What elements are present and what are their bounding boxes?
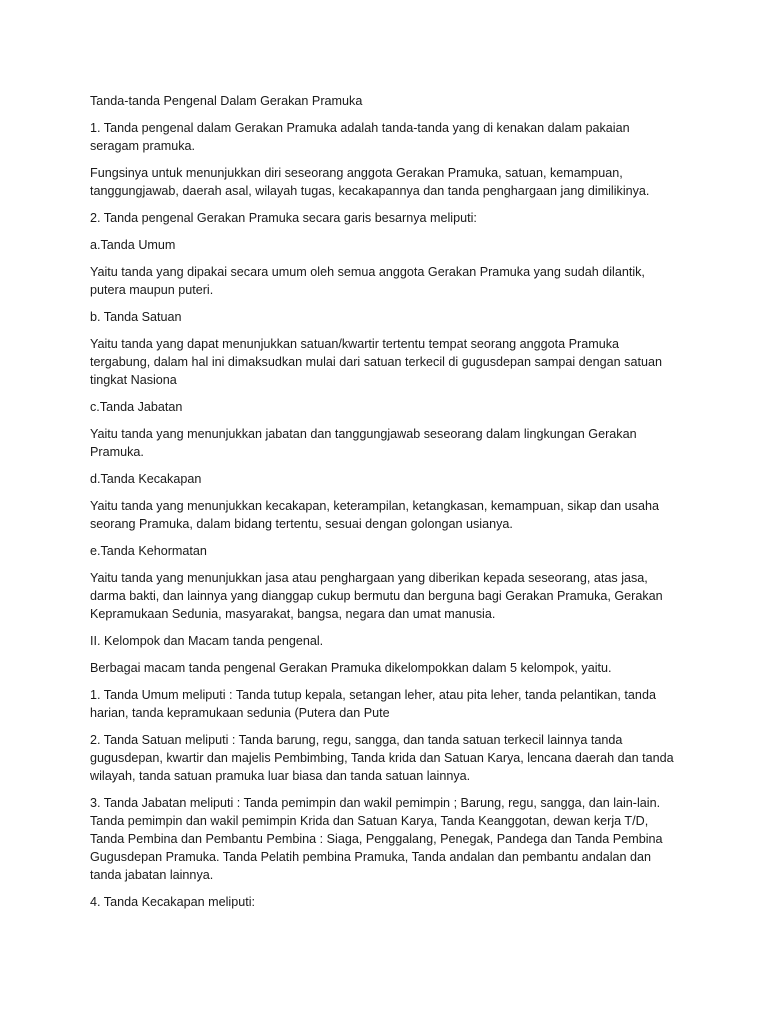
list-item: 4. Tanda Kecakapan meliputi:	[90, 895, 255, 909]
section-heading: d.Tanda Kecakapan	[90, 472, 202, 486]
list-item: 3. Tanda Jabatan meliputi : Tanda pemimpin dan wakil pemimpin ; Barung, regu, sangga, dan lain-lain. Tanda pemimpin dan wakil pemimpin Krida dan Satuan Karya, Tanda Keanggotan, dewan kerja T/D, Tanda Pembina dan Pembantu Pembina : Siaga, Penggalang, Penegak, Pandega dan Tanda Pembina Gugusdepan Pramuka. Tanda Pelatih pembina Pramuka, Tanda andalan dan pembantu andalan dan tanda jabatan lainnya.	[90, 796, 663, 882]
paragraph: Yaitu tanda yang dipakai secara umum oleh semua anggota Gerakan Pramuka yang sudah dilantik, putera maupun puteri.	[90, 265, 645, 297]
paragraph: Berbagai macam tanda pengenal Gerakan Pramuka dikelompokkan dalam 5 kelompok, yaitu.	[90, 661, 612, 675]
paragraph: Yaitu tanda yang menunjukkan jasa atau penghargaan yang diberikan kepada seseorang, atas jasa, darma bakti, dan lainnya yang dianggap cukup bermutu dan berguna bagi Gerakan Pramuka, Gerakan Kepramukaan Sedunia, masyarakat, bangsa, negara dan umat manusia.	[90, 571, 663, 621]
list-item: 2. Tanda Satuan meliputi : Tanda barung, regu, sangga, dan tanda satuan terkecil lainnya tanda gugusdepan, kwartir dan majelis Pembimbing, Tanda krida dan Satuan Karya, lencana daerah dan tanda wilayah, tanda satuan pramuka luar biasa dan tanda satuan lainnya.	[90, 733, 674, 783]
section-heading: a.Tanda Umum	[90, 238, 176, 252]
document-title: Tanda-tanda Pengenal Dalam Gerakan Pramuka	[90, 94, 363, 108]
paragraph: Yaitu tanda yang dapat menunjukkan satuan/kwartir tertentu tempat seorang anggota Pramuka tergabung, dalam hal ini dimaksudkan mulai dari satuan terkecil di gugusdepan sampai dengan satuan tingkat Nasiona	[90, 337, 662, 387]
paragraph: 2. Tanda pengenal Gerakan Pramuka secara garis besarnya meliputi:	[90, 211, 477, 225]
section-heading: b. Tanda Satuan	[90, 310, 182, 324]
document-body	[90, 92, 680, 920]
paragraph: 1. Tanda pengenal dalam Gerakan Pramuka adalah tanda-tanda yang di kenakan dalam pakaian seragam pramuka.	[90, 121, 630, 153]
section-heading: e.Tanda Kehormatan	[90, 544, 207, 558]
paragraph: Yaitu tanda yang menunjukkan kecakapan, keterampilan, ketangkasan, kemampuan, sikap dan usaha seorang Pramuka, dalam bidang tertentu, sesuai dengan golongan usianya.	[90, 499, 659, 531]
list-item: 1. Tanda Umum meliputi : Tanda tutup kepala, setangan leher, atau pita leher, tanda pelantikan, tanda harian, tanda kepramukaan sedunia (Putera dan Pute	[90, 688, 656, 720]
section-heading: c.Tanda Jabatan	[90, 400, 183, 414]
section-heading: II. Kelompok dan Macam tanda pengenal.	[90, 634, 324, 648]
paragraph: Yaitu tanda yang menunjukkan jabatan dan tanggungjawab seseorang dalam lingkungan Gerakan Pramuka.	[90, 427, 637, 459]
paragraph: Fungsinya untuk menunjukkan diri seseorang anggota Gerakan Pramuka, satuan, kemampuan, tanggungjawab, daerah asal, wilayah tugas, kecakapannya dan tanda penghargaan jang dimilikinya.	[90, 166, 650, 198]
